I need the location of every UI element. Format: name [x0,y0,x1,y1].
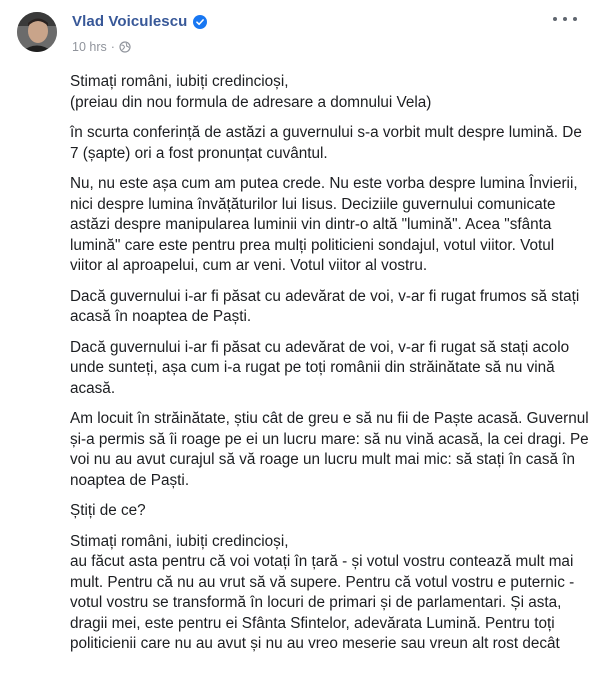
post-text-line: au făcut asta pentru că voi votați în țară - și votul vostru contează mult mai [70,553,574,570]
verified-badge-icon [193,15,207,29]
post-text-line: acasă în noaptea de Paști. [70,308,252,325]
post-header [0,0,595,70]
post-paragraph [70,123,590,164]
post-text-line: Dacă guvernului i-ar fi păsat cu adevărat de voi, v-ar fi rugat frumos să stați [70,287,580,305]
post-text-line: nici despre lumina învățăturilor lui Iisus. Deciziile guvernului comunicate [70,195,556,213]
post-paragraph [70,501,590,522]
post-text-line: Stimați români, iubiți credincioși, [70,73,289,90]
post-paragraph [70,409,590,491]
post-text-line: mult. Pentru că nu au vrut să vă supere. Pentru că votul vostru e puternic - [70,573,575,591]
post-paragraph [70,72,590,113]
avatar[interactable] [17,12,57,52]
post-text-line: Stimați români, iubiți credincioși, [70,532,289,550]
post-timestamp[interactable]: 10 hrs [72,40,107,54]
post-text-line: (preiau din nou formula de adresare a domnului Vela) [70,93,432,111]
more-dot [563,17,567,21]
post-text [70,72,590,665]
post-text-line: 7 (șapte) ori a fost pronunțat cuvântul. [70,144,328,162]
post-text-line: dragii mei, este pentru ei Sfânta Sfintelor, adevărata Lumină. Pentru toți [70,614,555,632]
post-text-line: acasă. [70,379,116,397]
post-text-line: Dacă guvernului i-ar fi păsat cu adevărat de voi, v-ar fi rugat să stați acolo [70,338,570,356]
more-dot [553,17,557,21]
post-meta [72,40,131,54]
post-paragraph [70,174,590,277]
post-text-line: politicienii care nu au avut și nu au vreo meserie sau vreun alt rost decât [70,635,560,652]
avatar-photo [17,12,57,52]
more-options-icon[interactable] [553,12,577,26]
post-paragraph [70,287,590,328]
post-text-line: votul vostru se transformă în locuri de primari și de parlamentari. Și asta, [70,594,562,611]
more-dot [573,17,577,21]
post-text-line: Nu, nu este așa cum am putea crede. Nu este vorba despre lumina Învierii, [70,175,578,192]
post-text-line: lumină" care este pentru prea mulți politicieni sondajul, votul viitor. Votul [70,236,555,254]
post-text-line: astăzi despre manipularea luminii vin dintr-o altă "lumină". Acea "sfânta [70,216,552,233]
post-text-line: Am locuit în străinătate, știu cât de greu e să nu fii de Paște acasă. Guvernul [70,410,589,427]
author-row [72,13,207,30]
post-text-line: unde sunteți, așa cum i-a rugat pe toți românii din străinătate să nu vină [70,359,555,376]
post-text-line: viitor al aproapelui, cum ar veni. Votul viitor al vostru. [70,257,428,274]
globe-icon[interactable] [119,41,131,53]
post-text-line: Știți de ce? [70,502,146,519]
post-text-line: și-a permis să îi roage pe ei un lucru mare: să nu vină acasă, la cei dragi. Pe [70,430,589,448]
post-text-line: noaptea de Paști. [70,471,190,489]
post-paragraph [70,338,590,400]
post-text-line: în scurta conferință de astăzi a guvernului s-a vorbit mult despre lumină. De [70,124,582,141]
author-name[interactable]: Vlad Voiculescu [72,13,188,30]
meta-separator: · [110,40,115,54]
post-text-line: voi nu au avut curajul să vă roage un lucru mult mai mic: să stați în casă în [70,451,576,468]
post-paragraph [70,532,590,655]
